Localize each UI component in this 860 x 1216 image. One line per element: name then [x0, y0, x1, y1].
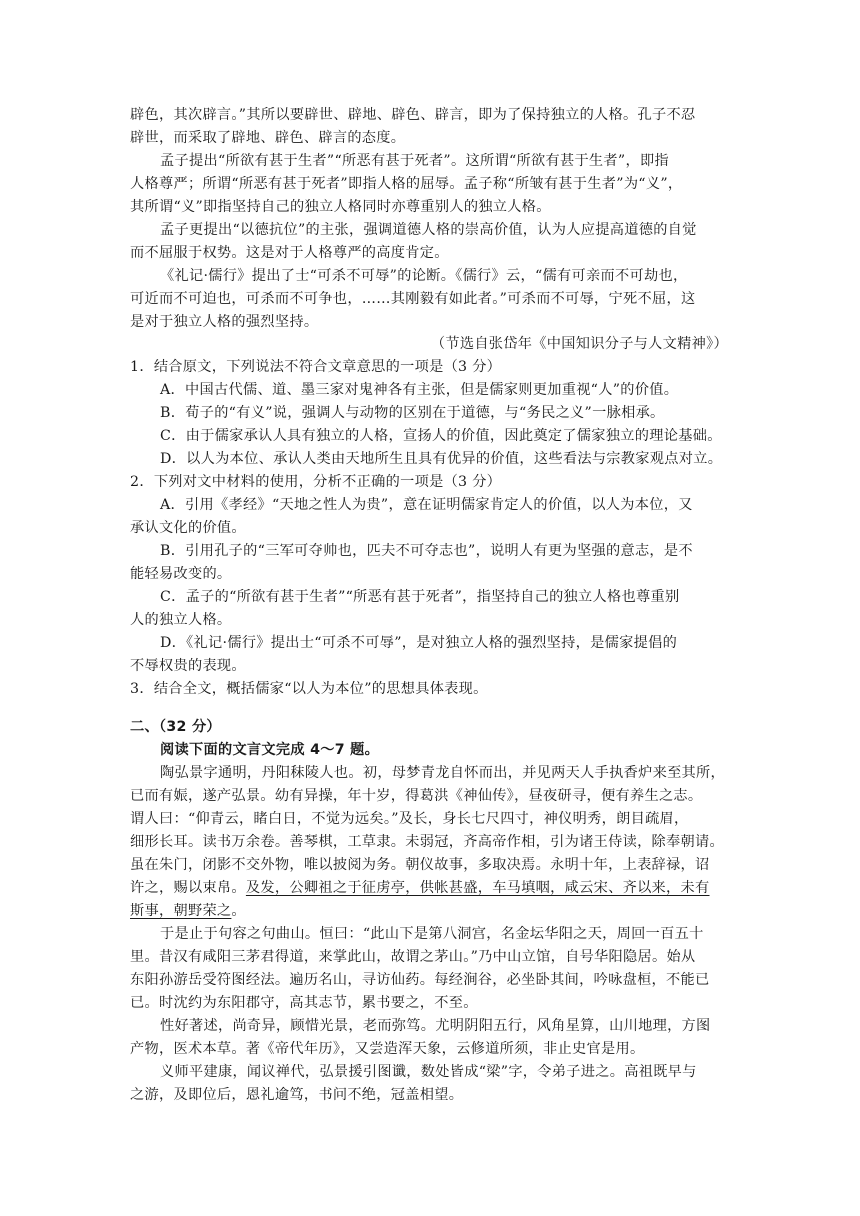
- passage-line: 孟子提出“所欲有甚于生者”“所恶有甚于死者”。这所谓“所欲有甚于生者”，即指: [160, 153, 669, 169]
- question-1-option-c: C．由于儒家承认人具有独立的人格，宣扬人的价值，因此奠定了儒家独立的理论基础。: [160, 428, 722, 444]
- classical-text-segment: 。: [231, 903, 246, 919]
- classical-text-line: 陶弘景字通明，丹阳秣陵人也。初，母梦青龙自怀而出，并见两天人手执香炉来至其所，: [160, 765, 726, 781]
- classical-text-line: 虽在朱门，闭影不交外物，唯以披阅为务。朝仪故事，多取决焉。永明十年，上表辞禄，诏: [130, 857, 710, 873]
- classical-text-line: 义师平建康，闻议禅代，弘景援引图谶，数处皆成“梁”字，令弟子进之。高祖既早与: [160, 1064, 697, 1080]
- classical-text-segment: 许之，赐以束帛。: [130, 880, 246, 896]
- question-2-option-c: C．孟子的“所欲有甚于生者”“所恶有甚于死者”，指坚持自己的独立人格也尊重别: [160, 589, 680, 605]
- passage-line: 《礼记·儒行》提出了士“可杀不可辱”的论断。《儒行》云，“儒有可亲而不可劫也，: [160, 268, 688, 284]
- classical-text-line: 细形长耳。读书万余卷。善琴棋，工草隶。未弱冠，齐高帝作相，引为诸王侍读，除奉朝请。: [130, 834, 724, 850]
- classical-text-line: 里。昔汉有咸阳三茅君得道，来掌此山，故谓之茅山。”乃中山立馆，自号华阳隐居。始从: [130, 949, 696, 965]
- classical-text-line: 已而有娠，遂产弘景。幼有异操，年十岁，得葛洪《神仙传》，昼夜研寻，便有养生之志。: [130, 788, 703, 804]
- passage-line: 而不屈服于权势。这是对于人格尊严的高度肯定。: [130, 245, 449, 261]
- question-2-option-b: B．引用孔子的“三军可夺帅也，匹夫不可夺志也”，说明人有更为坚强的意志，是不: [160, 543, 693, 559]
- classical-text-line: 之游，及即位后，恩礼逾笃，书问不绝，冠盖相望。: [130, 1087, 464, 1103]
- question-1-option-a: A．中国古代儒、道、墨三家对鬼神各有主张，但是儒家则更加重视“人”的价值。: [160, 382, 679, 398]
- question-2-option-a: A．引用《孝经》“天地之性人为贵”，意在证明儒家肯定人的价值，以人为本位，又: [160, 497, 693, 513]
- section-2-heading: 二、（32 分）: [130, 719, 221, 735]
- classical-text-line: 产物，医术本草。著《帝代年历》，又尝造浑天象，云修道所须，非止史官是用。: [130, 1041, 645, 1057]
- question-2-option-c-cont: 人的独立人格。: [130, 612, 232, 628]
- passage-line: 是对于独立人格的强烈坚持。: [130, 314, 319, 330]
- question-2-stem: 2．下列对文中材料的使用，分析不正确的一项是（3 分）: [130, 474, 502, 490]
- question-2-option-d-cont: 不辱权贵的表现。: [130, 658, 246, 674]
- classical-text-line: 已。时沈约为东阳郡守，高其志节，累书要之，不至。: [130, 995, 478, 1011]
- classical-text-line: 性好著述，尚奇异，顾惜光景，老而弥笃。尤明阴阳五行，风角星算，山川地理，方图: [160, 1018, 711, 1034]
- section-2-instruction: 阅读下面的文言文完成 4～7 题。: [160, 742, 380, 758]
- classical-text-line: 谓人曰：“仰青云，睹白日，不觉为远矣。”及长，身长七尺四寸，神仪明秀，朗目疏眉，: [130, 811, 689, 827]
- question-1-option-d: D．以人为本位、承认人类由天地所生且具有优异的价值，这些看法与宗教家观点对立。: [160, 451, 723, 467]
- question-3-stem: 3．结合全文，概括儒家“以人为本位”的思想具体表现。: [130, 681, 488, 697]
- underlined-sentence-cont: 斯事，朝野荣之: [130, 903, 232, 919]
- passage-line: 辟世，而采取了辟地、辟色、辟言的态度。: [130, 130, 406, 146]
- passage-line: 可近而不可迫也，可杀而不可争也，……其刚毅有如此者。”可杀而不可辱，宁死不屈，这: [130, 291, 696, 307]
- question-1-stem: 1．结合原文，下列说法不符合文章意思的一项是（3 分）: [130, 359, 502, 375]
- classical-text-line: [130, 877, 730, 899]
- question-2-option-d: D．《礼记·儒行》提出士“可杀不可辱”，是对独立人格的强烈坚持，是儒家提倡的: [160, 635, 678, 651]
- passage-line: 其所谓“义”即指坚持自己的独立人格同时亦尊重别人的独立人格。: [130, 199, 551, 215]
- source-citation: （节选自张岱年《中国知识分子与人文精神》）: [430, 336, 728, 352]
- question-2-option-b-cont: 能轻易改变的。: [130, 566, 232, 582]
- classical-text-line: 于是止于句容之句曲山。恒曰：“此山下是第八洞宫，名金坛华阳之天，周回一百五十: [160, 926, 704, 942]
- underlined-sentence: 及发，公卿祖之于征虏亭，供帐甚盛，车马填咽，咸云宋、齐以来，未有: [245, 880, 710, 896]
- classical-text-line: 东阳孙游岳受符图经法。遍历名山，寻访仙药。每经涧谷，必坐卧其间，吟咏盘桓，不能已: [130, 972, 710, 988]
- passage-line: 辟色，其次辟言。”其所以要辟世、辟地、辟色、辟言，即为了保持独立的人格。孔子不忍: [130, 107, 696, 123]
- question-1-option-b: B．荀子的“有义”说，强调人与动物的区别在于道德，与“务民之义”一脉相承。: [160, 405, 665, 421]
- question-2-option-a-cont: 承认文化的价值。: [130, 520, 246, 536]
- classical-text-line: [130, 900, 730, 922]
- passage-line: 孟子更提出“以德抗位”的主张，强调道德人格的崇高价值，认为人应提高道德的自觉: [160, 222, 697, 238]
- passage-line: 人格尊严；所谓“所恶有甚于死者”即指人格的屈辱。孟子称“所皱有甚于生者”为“义”，: [130, 176, 683, 192]
